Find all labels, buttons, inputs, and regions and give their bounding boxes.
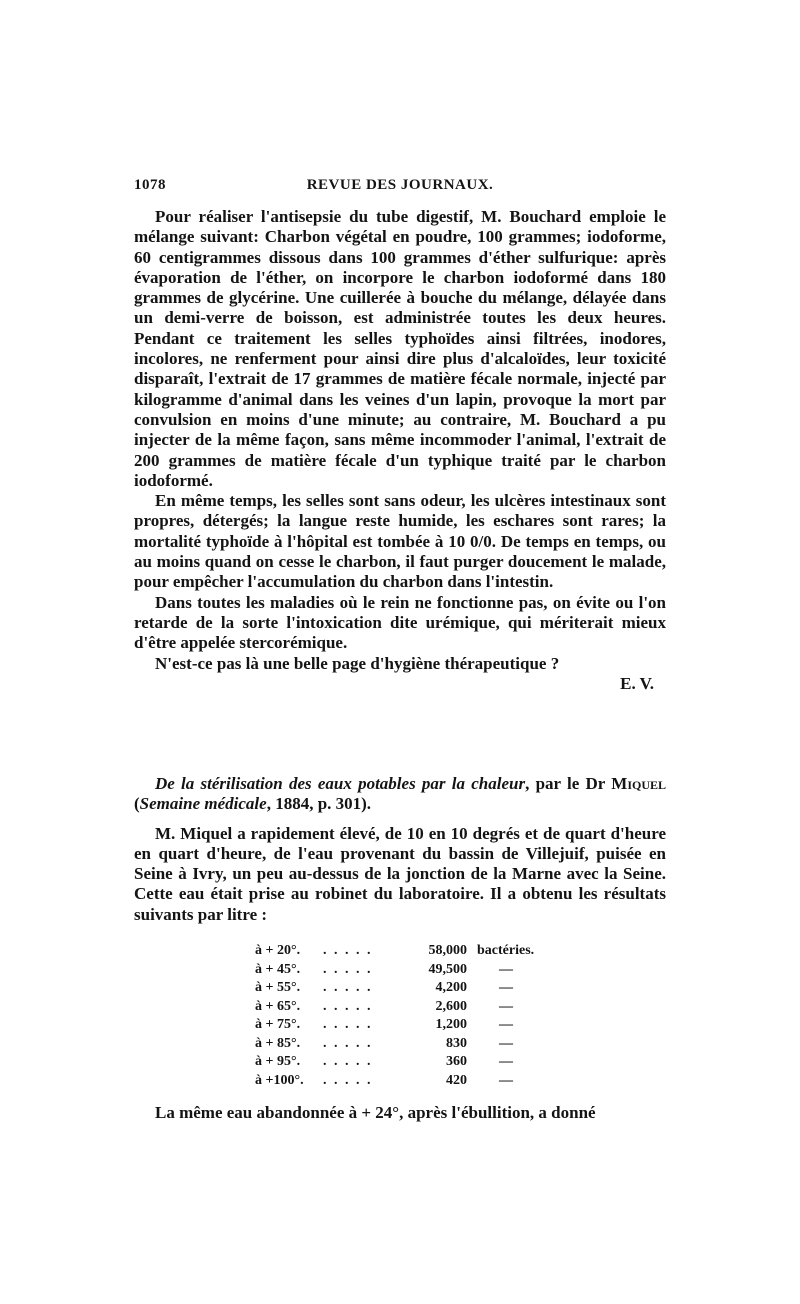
bacteria-count-cell: 1,200 xyxy=(435,1017,467,1032)
leader-dots: . . . . . xyxy=(323,980,373,995)
author-name: Miquel xyxy=(611,774,667,793)
source-journal: Semaine médicale xyxy=(139,794,267,814)
temperature-cell: à + 85°. xyxy=(255,1035,301,1051)
leader-dots: . . . . . xyxy=(323,943,373,958)
temperature-cell: à + 65°. xyxy=(255,998,301,1014)
page-header xyxy=(134,177,666,199)
table-row xyxy=(255,1016,534,1035)
leader-dots: . . . . . xyxy=(323,1054,373,1069)
closing-paragraph xyxy=(134,1103,666,1123)
running-title: REVUE DES JOURNAUX. xyxy=(306,177,494,193)
bacteria-count-cell: 360 xyxy=(446,1054,467,1069)
table-row xyxy=(255,1072,534,1091)
leader-dots: . . . . . xyxy=(323,998,373,1014)
temperature-cell: à + 75°. xyxy=(255,1017,301,1032)
page-number: 1078 xyxy=(134,177,166,193)
leader-dots: . . . . . xyxy=(323,1072,373,1088)
bacteria-count-cell: 49,500 xyxy=(428,961,467,977)
leader-dots: . . . . . xyxy=(323,961,373,977)
temperature-cell: à + 20°. xyxy=(255,943,301,958)
table-row xyxy=(255,1035,534,1054)
paragraph: N'est-ce pas là une belle page d'hygiène thérapeutique ? xyxy=(155,653,560,673)
bacteria-count-cell: 420 xyxy=(446,1072,467,1088)
article-title: De la stérilisation des eaux potables par la chaleur xyxy=(155,774,526,793)
table-row xyxy=(255,1053,534,1072)
bacteria-count-cell: 2,600 xyxy=(435,998,467,1014)
section-antisepsie xyxy=(134,207,666,694)
section-sterilisation xyxy=(134,774,666,925)
unit-cell: bactéries. xyxy=(477,943,535,958)
unit-cell: — xyxy=(499,961,513,977)
bacteria-count-cell: 830 xyxy=(446,1035,467,1051)
paragraph: Dans toutes les maladies où le rein ne fonctionne pas, on évite ou l'on retarde de la sorte l'intoxication dite urémique, qui mériterait mieux d'être appelée stercorémique. xyxy=(134,592,666,653)
bacteria-count-cell: 4,200 xyxy=(435,980,467,995)
table-row xyxy=(255,961,534,980)
leader-dots: . . . . . xyxy=(323,1035,373,1051)
doctor-prefix: Dr xyxy=(585,774,606,793)
unit-cell: — xyxy=(499,1017,513,1032)
unit-cell: — xyxy=(499,1035,513,1051)
temperature-cell: à + 95°. xyxy=(255,1054,301,1069)
unit-cell: — xyxy=(499,980,513,995)
leader-dots: . . . . . xyxy=(323,1017,373,1032)
table-row xyxy=(255,979,534,998)
table-row xyxy=(255,942,534,961)
paragraph: M. Miquel a rapidement élevé, de 10 en 10 degrés et de quart d'heure en quart d'heure, de l'eau provenant du bassin de Villejuif, puisée en Seine à Ivry, un peu au-dessus de la jonction de la Marne avec la Seine. Cette eau était prise au robinet du laboratoire. Il a obtenu les résultats suivants par litre : xyxy=(134,823,666,924)
signature: E. V. xyxy=(620,673,654,693)
unit-cell: — xyxy=(499,998,513,1014)
unit-cell: — xyxy=(499,1054,513,1069)
article-heading: De la stérilisation des eaux potables par la chaleur, par le Dr Miquel (Semaine médicale, 1884, p. 301). xyxy=(134,774,667,814)
results-table xyxy=(255,942,534,1090)
temperature-cell: à + 45°. xyxy=(255,961,301,977)
bacteria-count-cell: 58,000 xyxy=(428,943,467,958)
paragraph: La même eau abandonnée à + 24°, après l'ébullition, a donné xyxy=(155,1103,596,1122)
temperature-cell: à +100°. xyxy=(255,1072,304,1088)
temperature-cell: à + 55°. xyxy=(255,980,301,995)
article-title-by: , par le xyxy=(525,774,580,793)
source-details: , 1884, p. 301). xyxy=(266,794,372,814)
table-row xyxy=(255,998,534,1017)
paragraph: Pour réaliser l'antisepsie du tube digestif, M. Bouchard emploie le mélange suivant: Charbon végétal en poudre, 100 grammes; iodoforme, 60 centigrammes dissous dans 100 grammes d'éther sulfurique: après évaporation de l'éther, on incorpore le charbon iodoformé dans 180 grammes de glycérine. Une cuillerée à bouche du mélange, délayée dans un demi-verre de boisson, est administrée toutes les deux heures. Pendant ce traitement les selles typhoïdes ainsi filtrées, inodores, incolores, ne renferment pour ainsi dire plus d'alcaloïdes, leur toxicité disparaît, l'extrait de 17 grammes de matière fécale normale, injecté par kilogramme d'animal dans les veines d'un lapin, provoque la mort par convulsion en moins d'une minute; au contraire, M. Bouchard a pu injecter de la même façon, sans même incommoder l'animal, l'extrait de 200 grammes de matière fécale d'un typhique traité par le charbon iodoformé. xyxy=(134,207,666,490)
unit-cell: — xyxy=(499,1072,513,1088)
paragraph: En même temps, les selles sont sans odeur, les ulcères intestinaux sont propres, détergés; la langue reste humide, les eschares sont rares; la mortalité typhoïde à l'hôpital est tombée à 10 0/0. De temps en temps, ou au moins quand on cesse le charbon, il faut purger doucement le malade, pour empêcher l'accumulation du charbon dans l'intestin. xyxy=(134,491,666,592)
